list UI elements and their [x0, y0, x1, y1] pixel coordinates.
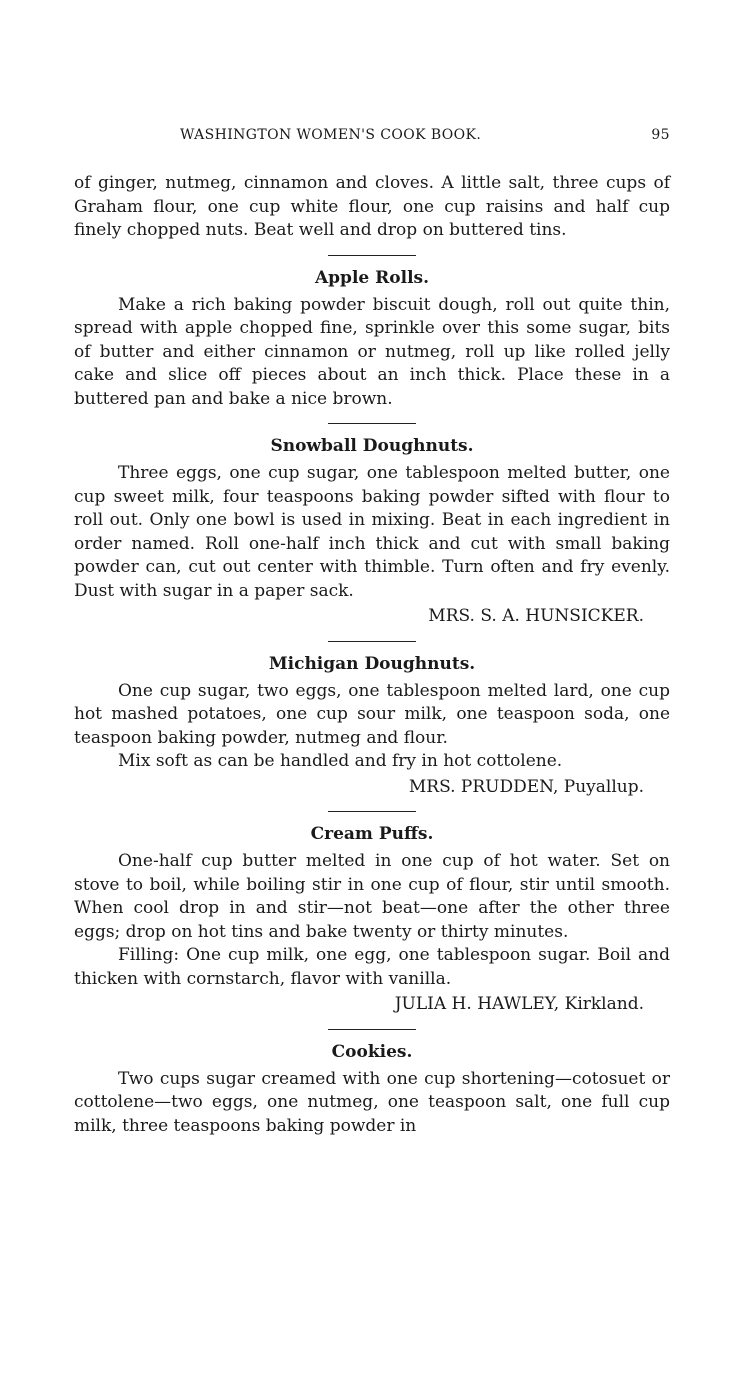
continued-paragraph: of ginger, nutmeg, cinnamon and cloves. A little salt, three cups of Graham flour, one cup white flour, one cup raisins and half cup finely chopped nuts. Beat well and drop on buttered tins. [74, 173, 670, 240]
section-divider [328, 811, 416, 812]
recipe-signature-cream-puffs: JULIA H. HAWLEY, Kirkland. [394, 994, 644, 1014]
recipe-body-michigan-doughnuts: One cup sugar, two eggs, one tablespoon melted lard, one cup hot mashed potatoes, one cup sour milk, one teaspoon soda, one teaspoon baking powder, nutmeg and flour. [74, 680, 670, 748]
recipe-title-snowball-doughnuts: Snowball Doughnuts. [270, 436, 474, 456]
recipe-body2-michigan-doughnuts: Mix soft as can be handled and fry in hot cottolene. [118, 751, 563, 771]
page-content [74, 172, 670, 1138]
recipe-title-michigan-doughnuts: Michigan Doughnuts. [268, 653, 476, 674]
book-title: WASHINGTON WOMEN'S COOK BOOK. [180, 127, 482, 143]
recipe-body-cookies: Two cups sugar creamed with one cup shortening—cotosuet or cottolene—two eggs, one nutmeg, one teaspoon salt, one full cup milk, three teaspoons baking powder in [74, 1068, 670, 1136]
recipe-title-cookies: Cookies. [331, 1041, 413, 1062]
recipe-body-apple-rolls: Make a rich baking powder biscuit dough, roll out quite thin, spread with apple chopped fine, sprinkle over this some sugar, bits of butter and either cinnamon or nutmeg, roll up like rolled jelly cake and slice off pieces about an inch thick. Place these in a buttered pan and bake a nice brown. [74, 294, 670, 409]
section-divider [328, 641, 416, 642]
page-number: 95 [651, 127, 670, 143]
running-header [74, 127, 670, 147]
recipe-title-apple-rolls: Apple Rolls. [314, 267, 430, 288]
section-divider [328, 255, 416, 256]
recipe-filling-cream-puffs: Filling: One cup milk, one egg, one tablespoon sugar. Boil and thicken with cornstarch, flavor with vanilla. [74, 945, 670, 989]
recipe-body-cream-puffs: One-half cup butter melted in one cup of hot water. Set on stove to boil, while boiling stir in one cup of flour, stir until smooth. When cool drop in and stir—not beat—one after the other three eggs; drop on hot tins and bake twenty or thirty minutes. [74, 851, 670, 942]
recipe-signature-snowball-doughnuts: MRS. S. A. HUNSICKER. [428, 606, 644, 626]
recipe-title-cream-puffs: Cream Puffs. [310, 824, 434, 844]
section-divider [328, 1029, 416, 1030]
recipe-signature-michigan-doughnuts: MRS. PRUDDEN, Puyallup. [408, 776, 644, 797]
section-divider [328, 423, 416, 424]
recipe-body-snowball-doughnuts: Three eggs, one cup sugar, one tablespoon melted butter, one cup sweet milk, four teaspoons baking powder sifted with flour to roll out. Only one bowl is used in mixing. Beat in each ingredient in order named. Roll one-half inch thick and cut with small baking powder can, cut out center with thimble. Turn often and fry evenly. Dust with sugar in a paper sack. [74, 463, 670, 601]
